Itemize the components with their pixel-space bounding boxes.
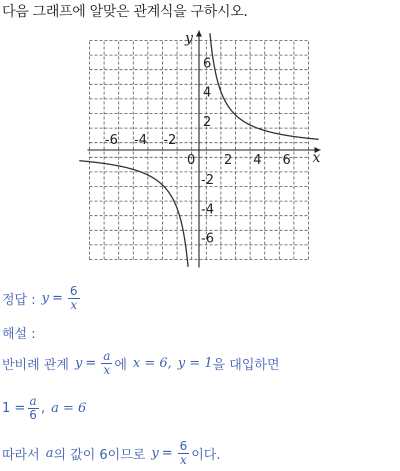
solution-3-fraction [178, 440, 190, 467]
answer-line [2, 285, 82, 312]
answer-den: x [70, 298, 78, 312]
solution-3-den: x [180, 453, 187, 467]
solution-3-num: 6 [179, 439, 188, 453]
solution-1-cond2: y = 1 [177, 356, 213, 371]
solution-3-y: y [151, 446, 159, 461]
solution-2-num: a [29, 394, 37, 408]
question-text: 다음 그래프에 알맞은 관계식을 구하시오. [2, 4, 248, 20]
y-tick-label: 6 [203, 56, 212, 72]
answer-y: y [41, 291, 49, 306]
solution-2-comma: , [40, 401, 46, 416]
answer-fraction [68, 285, 80, 312]
x-axis-label: x [312, 150, 321, 166]
x-tick-label: -6 [104, 133, 118, 148]
y-axis-arrow [196, 31, 202, 37]
solution-1-den: x [103, 363, 111, 377]
solution-1-post: 을 대입하면 [212, 358, 280, 373]
answer-eq: = [52, 291, 63, 306]
answer-label: 정답 : [2, 293, 36, 308]
solution-3-a: a [45, 446, 54, 461]
y-tick-label: 2 [203, 114, 212, 130]
solution-line-2 [2, 395, 86, 422]
solution-line-1 [2, 350, 280, 377]
solution-1-fraction [101, 350, 112, 377]
origin-label: 0 [187, 153, 196, 168]
solution-3-eq: = [161, 446, 173, 461]
solution-3-mid: 의 값이 6이므로 [53, 448, 146, 463]
solution-2-den: 6 [29, 408, 37, 422]
graph-ticks [105, 56, 291, 246]
solution-2-result: a = 6 [51, 401, 87, 416]
y-tick-label: -4 [201, 202, 214, 218]
x-tick-label: 6 [282, 153, 291, 168]
solution-1-mid: 에 [114, 358, 127, 373]
solution-3-post: 이다. [191, 448, 221, 463]
solution-1-eq: = [85, 356, 97, 371]
solution-1-cond1: x = 6, [132, 356, 172, 371]
solution-label: 해설 : [2, 327, 36, 342]
y-tick-label: -2 [201, 173, 214, 189]
y-axis-label: y [185, 30, 193, 47]
x-tick-label: -2 [163, 133, 177, 148]
solution-1-pre: 반비례 관계 [2, 358, 69, 373]
solution-1-y: y [74, 356, 83, 371]
x-tick-label: 4 [253, 153, 262, 168]
solution-2-lhs: 1 = [2, 401, 26, 416]
solution-1-num: a [103, 349, 111, 363]
x-tick-label: -4 [134, 133, 148, 148]
y-tick-label: -6 [201, 231, 214, 247]
answer-num: 6 [69, 284, 78, 298]
x-tick-label: 2 [224, 153, 233, 168]
solution-2-fraction [27, 395, 39, 422]
y-tick-label: 4 [203, 85, 212, 101]
solution-3-pre: 따라서 [2, 448, 40, 463]
solution-line-3 [2, 440, 221, 467]
